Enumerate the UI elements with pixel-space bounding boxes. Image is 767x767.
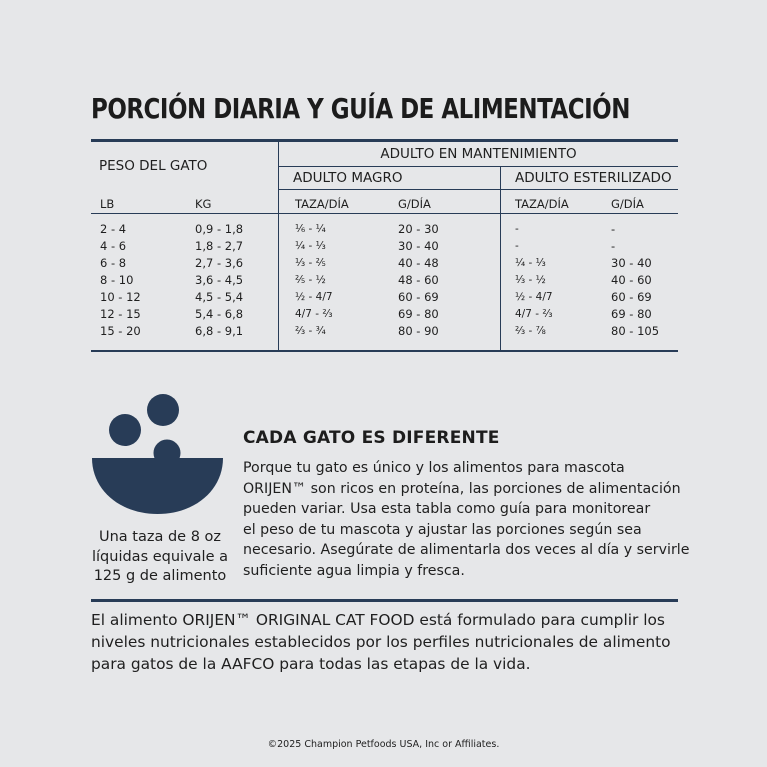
table-cell: 2 - 4 (100, 222, 127, 236)
table-cell: 4/7 - ⅔ (295, 308, 333, 320)
table-cell: ⅔ - ⅞ (515, 325, 546, 337)
table-column-kg (195, 221, 243, 340)
table-cell: 4/7 - ⅔ (515, 308, 553, 320)
table-cell: 20 - 30 (398, 222, 439, 236)
table-divider (91, 213, 678, 214)
aafco-statement (91, 609, 691, 675)
cup-equivalence-caption (80, 528, 240, 587)
table-cell: 80 - 90 (398, 324, 439, 338)
peso-header: PESO DEL GATO (99, 158, 208, 174)
paragraph-line: ORIJEN™ son ricos en proteína, las porciones de alimentación (243, 480, 681, 497)
table-cell: - (611, 239, 616, 253)
table-cell: 4 - 6 (100, 239, 127, 253)
paragraph-line: necesario. Asegúrate de alimentarla dos veces al día y servirle (243, 542, 690, 558)
table-cell: 69 - 80 (398, 307, 439, 321)
magro-header: ADULTO MAGRO (293, 170, 403, 186)
statement-line: niveles nutricionales establecidos por los perfiles nutricionales de alimento (91, 633, 671, 651)
col-header-taza-magro: TAZA/DÍA (295, 197, 349, 211)
statement-line: para gatos de la AAFCO para todas las etapas de la vida. (91, 655, 531, 673)
table-cell: 1,8 - 2,7 (195, 239, 244, 253)
table-cell: 30 - 40 (398, 239, 439, 253)
table-cell: 60 - 69 (398, 290, 439, 304)
paragraph-line: Porque tu gato es único y los alimentos para mascota (243, 460, 625, 476)
table-top-rule (91, 139, 678, 142)
table-divider (500, 166, 501, 350)
table-divider (278, 142, 279, 350)
caption-line: 125 g de alimento (93, 568, 227, 584)
table-cell: 48 - 60 (398, 273, 439, 287)
paragraph-line: el peso de tu mascota y ajustar las porciones según sea (243, 521, 642, 538)
table-cell: - (515, 223, 519, 235)
table-cell: 3,6 - 4,5 (195, 273, 244, 287)
table-cell: - (515, 240, 519, 252)
paragraph-line: pueden variar. Usa esta tabla como guía para monitorear (243, 501, 651, 517)
section-heading: CADA GATO ES DIFERENTE (243, 428, 500, 448)
table-cell: 60 - 69 (611, 290, 652, 304)
table-cell: 5,4 - 6,8 (195, 307, 244, 321)
bowl-with-kibble-icon (90, 390, 225, 515)
table-cell: ⅔ - ¾ (295, 325, 326, 337)
table-cell: 10 - 12 (100, 290, 141, 304)
table-cell: 80 - 105 (611, 324, 660, 338)
table-cell: ¼ - ⅓ (515, 257, 546, 269)
table-cell: ¼ - ⅓ (295, 240, 326, 252)
table-cell: 30 - 40 (611, 256, 652, 270)
table-cell: 40 - 48 (398, 256, 439, 270)
table-column-taza-magro (295, 221, 333, 340)
table-cell: 2,7 - 3,6 (195, 256, 244, 270)
table-cell: 6,8 - 9,1 (195, 324, 244, 338)
esterilizado-header: ADULTO ESTERILIZADO (515, 170, 672, 186)
table-cell: ½ - 4/7 (295, 291, 333, 303)
col-header-taza-esterilizado: TAZA/DÍA (515, 197, 569, 211)
table-cell: 0,9 - 1,8 (195, 222, 244, 236)
adulto-header: ADULTO EN MANTENIMIENTO (380, 146, 577, 162)
table-cell: 15 - 20 (100, 324, 141, 338)
col-header-g-esterilizado: G/DÍA (611, 197, 644, 211)
section-paragraph (243, 458, 693, 581)
table-cell: 6 - 8 (100, 256, 127, 270)
table-cell: ⅖ - ½ (295, 274, 326, 286)
table-divider (279, 166, 678, 167)
table-cell: 40 - 60 (611, 273, 652, 287)
table-cell: 12 - 15 (100, 307, 141, 321)
table-column-taza-esterilizado (515, 221, 553, 340)
page-title: PORCIÓN DIARIA Y GUÍA DE ALIMENTACIÓN (91, 92, 630, 125)
table-cell: 69 - 80 (611, 307, 652, 321)
col-header-g-magro: G/DÍA (398, 197, 431, 211)
caption-line: Una taza de 8 oz (98, 529, 222, 545)
table-column-g-magro (398, 221, 439, 340)
table-column-lb (100, 221, 141, 340)
section-rule (91, 599, 678, 602)
caption-line: líquidas equivale a (92, 548, 228, 565)
copyright: ©2025 Champion Petfoods USA, Inc or Affiliates. (267, 739, 500, 750)
table-divider (279, 189, 678, 190)
table-cell: ½ - 4/7 (515, 291, 553, 303)
table-cell: 8 - 10 (100, 273, 134, 287)
col-header-lb: LB (100, 197, 115, 211)
table-cell: ⅓ - ½ (515, 274, 546, 286)
paragraph-line: suficiente agua limpia y fresca. (243, 562, 465, 579)
table-column-g-esterilizado (611, 221, 659, 340)
table-bottom-rule (91, 350, 678, 352)
table-cell: - (611, 222, 616, 236)
table-cell: ⅓ - ⅖ (295, 257, 326, 269)
table-cell: 4,5 - 5,4 (195, 290, 244, 304)
table-cell: ⅙ - ¼ (295, 223, 326, 235)
col-header-kg: KG (195, 197, 212, 211)
statement-line: El alimento ORIJEN™ ORIGINAL CAT FOOD está formulado para cumplir los (91, 611, 665, 629)
